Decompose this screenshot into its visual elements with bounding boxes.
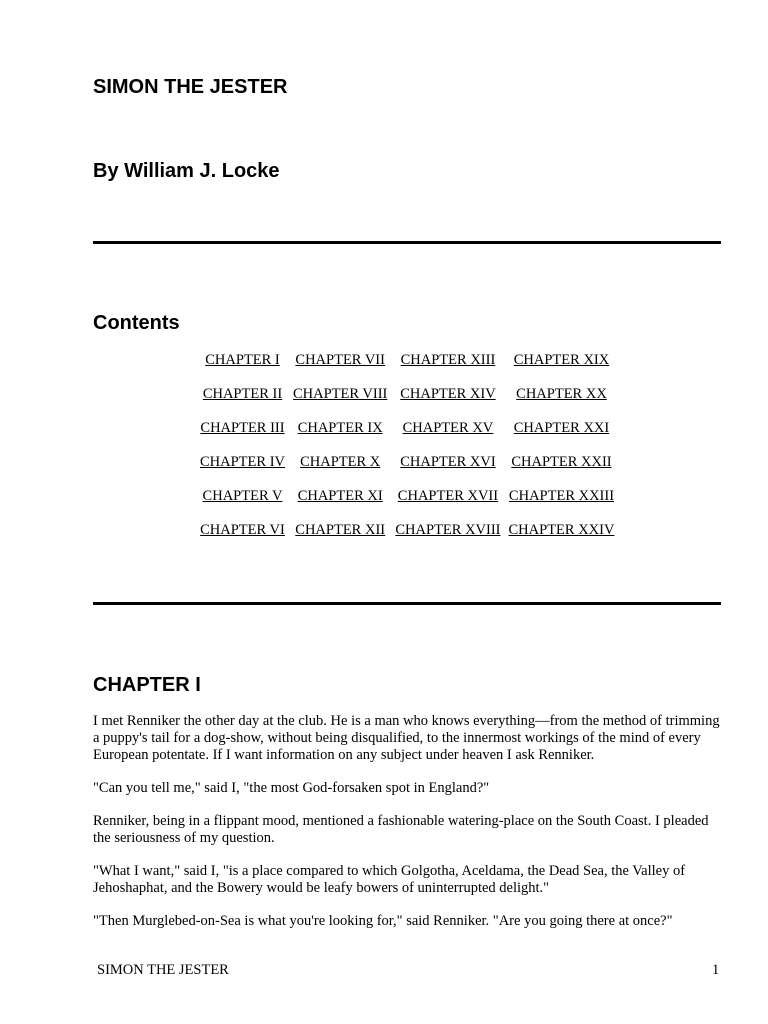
- toc-link[interactable]: CHAPTER X: [300, 454, 381, 470]
- horizontal-rule: [93, 602, 721, 605]
- paragraph: Renniker, being in a flippant mood, mentioned a fashionable watering-place on the South Coast. I pleaded the seriousness of my question.: [93, 813, 709, 846]
- toc-link[interactable]: CHAPTER I: [205, 352, 280, 368]
- horizontal-rule: [93, 241, 721, 244]
- toc-link[interactable]: CHAPTER XXIV: [508, 522, 615, 538]
- paragraph: I met Renniker the other day at the club. He is a man who knows everything—from the method of trimming a puppy's tail for a dog-show, without being disqualified, to the innermost workings of the mind of every European potentate. If I want information on any subject under heaven I ask Renniker.: [93, 713, 720, 763]
- chapter-body: [93, 713, 721, 946]
- page-number: 1: [712, 962, 720, 978]
- toc-link[interactable]: CHAPTER XIV: [400, 386, 496, 402]
- paragraph: "Can you tell me," said I, "the most God-forsaken spot in England?": [93, 780, 490, 796]
- toc-row: [196, 386, 618, 420]
- toc-row: [196, 352, 618, 386]
- chapter-heading: CHAPTER I: [93, 674, 201, 696]
- toc-link[interactable]: CHAPTER XVIII: [395, 522, 501, 538]
- toc-link[interactable]: CHAPTER IX: [297, 420, 383, 436]
- book-author: By William J. Locke: [93, 160, 280, 182]
- toc-link[interactable]: CHAPTER V: [202, 488, 283, 504]
- toc-link[interactable]: CHAPTER VIII: [293, 386, 388, 402]
- toc-link[interactable]: CHAPTER III: [200, 420, 285, 436]
- toc-row: [196, 522, 618, 556]
- toc-link[interactable]: CHAPTER XX: [516, 386, 607, 402]
- toc-link[interactable]: CHAPTER XI: [297, 488, 383, 504]
- toc-link[interactable]: CHAPTER XII: [295, 522, 386, 538]
- toc-link[interactable]: CHAPTER XXI: [513, 420, 610, 436]
- toc-row: [196, 454, 618, 488]
- toc-link[interactable]: CHAPTER VI: [200, 522, 285, 538]
- toc-link[interactable]: CHAPTER IV: [200, 454, 285, 470]
- toc-link[interactable]: CHAPTER XIX: [513, 352, 610, 368]
- paragraph: "What I want," said I, "is a place compared to which Golgotha, Aceldama, the Dead Sea, the Valley of Jehoshaphat, and the Bowery would be leafy bowers of uninterrupted delight.": [93, 863, 686, 896]
- contents-heading: Contents: [93, 312, 180, 334]
- toc-link[interactable]: CHAPTER II: [202, 386, 283, 402]
- toc-link[interactable]: CHAPTER XIII: [400, 352, 496, 368]
- toc-row: [196, 420, 618, 454]
- book-title: SIMON THE JESTER: [93, 76, 288, 98]
- footer-title: SIMON THE JESTER: [97, 962, 229, 978]
- toc-link[interactable]: CHAPTER VII: [295, 352, 385, 368]
- toc-link[interactable]: CHAPTER XVII: [397, 488, 499, 504]
- toc-row: [196, 488, 618, 522]
- toc-link[interactable]: CHAPTER XXIII: [508, 488, 615, 504]
- toc-link[interactable]: CHAPTER XVI: [400, 454, 496, 470]
- toc-link[interactable]: CHAPTER XV: [402, 420, 494, 436]
- paragraph: "Then Murglebed-on-Sea is what you're looking for," said Renniker. "Are you going there at once?": [93, 913, 673, 929]
- toc-link[interactable]: CHAPTER XXII: [511, 454, 612, 470]
- table-of-contents: [196, 352, 618, 556]
